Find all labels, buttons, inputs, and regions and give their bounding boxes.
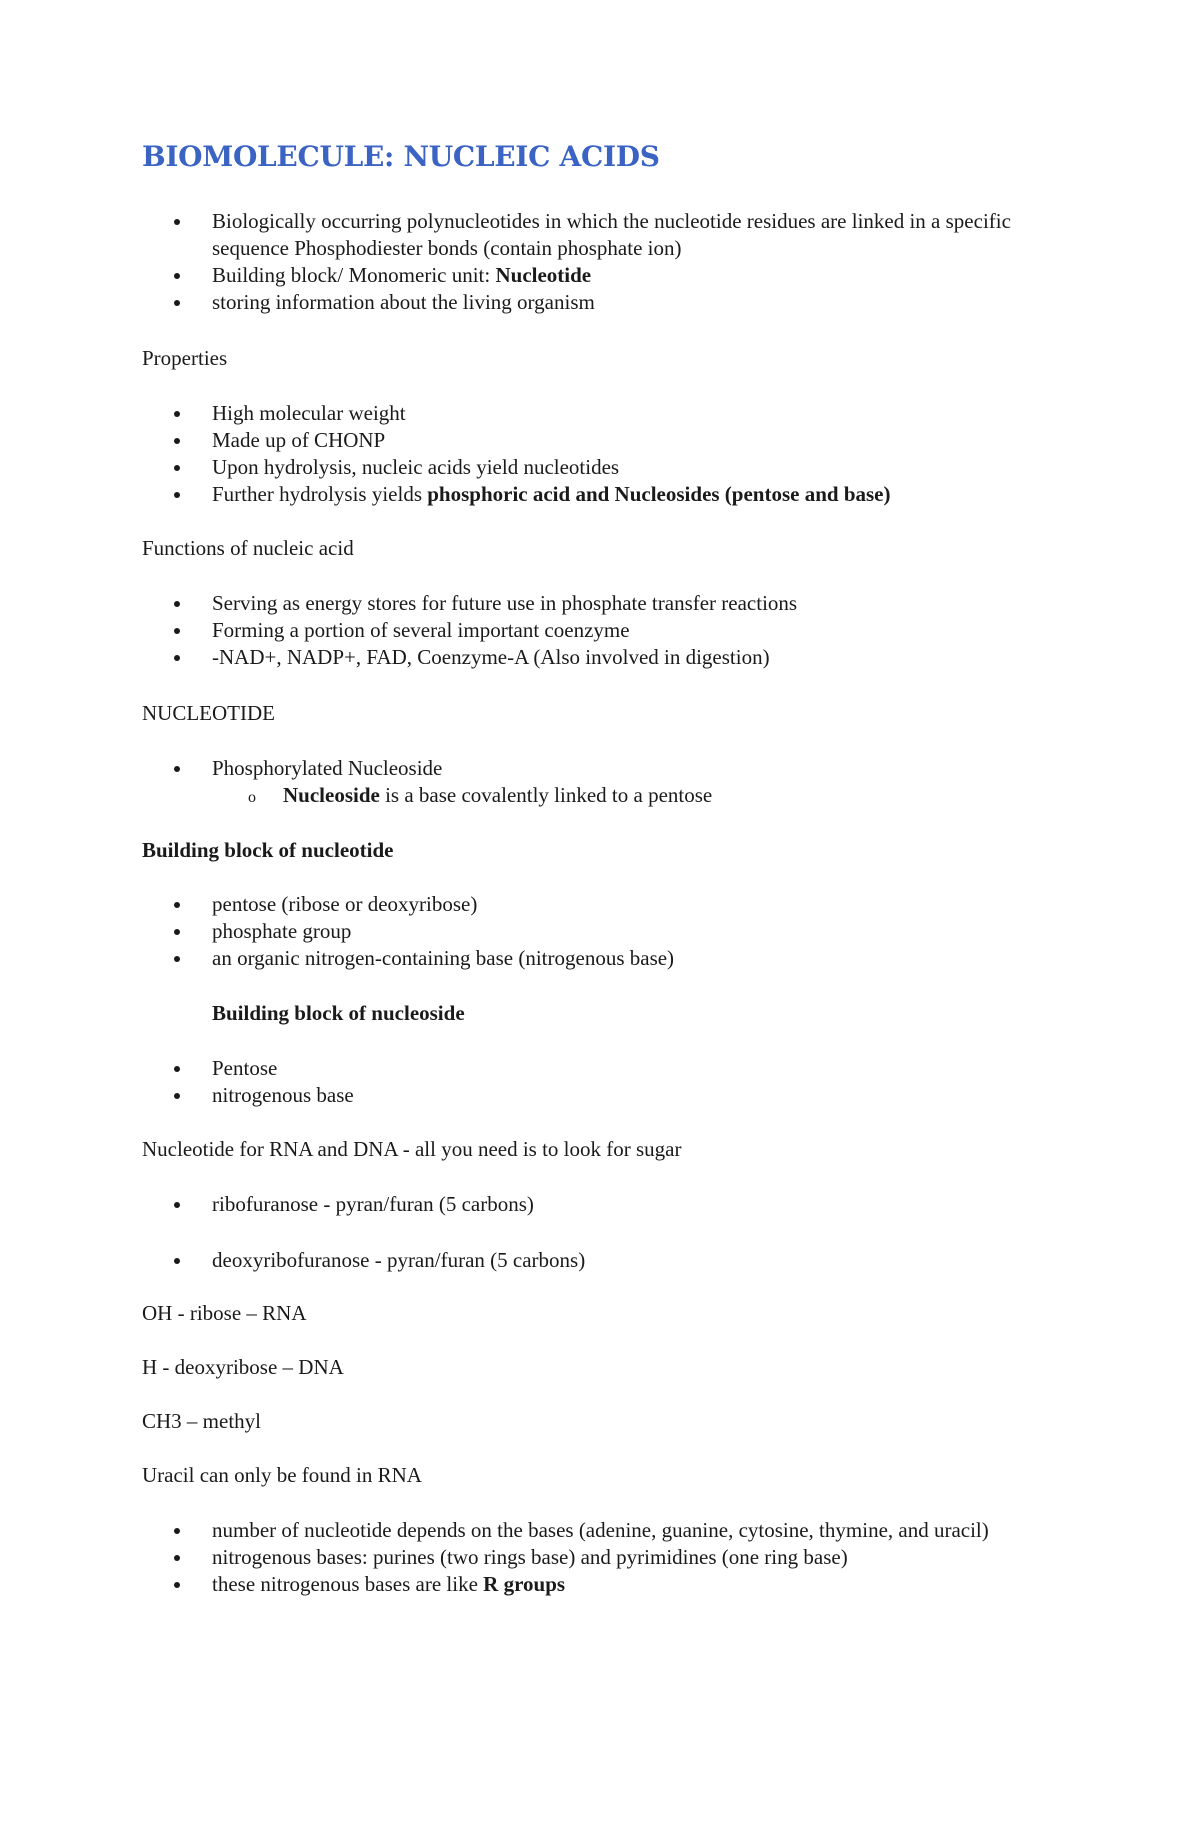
list-item: storing information about the living organism [142, 289, 1062, 316]
sugar-list-2 [142, 1247, 1062, 1274]
rna-dna-paragraph: Nucleotide for RNA and DNA - all you need is to look for sugar [142, 1137, 682, 1161]
bullet-icon [174, 411, 180, 417]
bullet-icon [174, 1202, 180, 1208]
bb-nucleoside-heading: Building block of nucleoside [212, 1001, 465, 1025]
functions-heading: Functions of nucleic acid [142, 536, 354, 560]
list-item: Serving as energy stores for future use in phosphate transfer reactions [142, 590, 1062, 617]
bullet-icon [174, 1555, 180, 1561]
list-item: deoxyribofuranose - pyran/furan (5 carbons) [142, 1247, 1062, 1274]
list-item: Further hydrolysis yields phosphoric acid and Nucleosides (pentose and base) [142, 481, 1062, 508]
list-item: these nitrogenous bases are like R groups [142, 1571, 1062, 1598]
ch3-line: CH3 – methyl [142, 1409, 261, 1433]
list-item: ribofuranose - pyran/furan (5 carbons) [142, 1191, 1062, 1218]
bullet-icon [174, 766, 180, 772]
properties-list [142, 400, 1062, 508]
bullet-icon [174, 219, 180, 225]
bullet-icon [174, 628, 180, 634]
bullet-icon [174, 902, 180, 908]
bb-nucleotide-heading: Building block of nucleotide [142, 838, 394, 862]
nucleotide-heading: NUCLEOTIDE [142, 701, 275, 725]
h-line: H - deoxyribose – DNA [142, 1355, 344, 1379]
oh-line: OH - ribose – RNA [142, 1301, 307, 1325]
bullet-icon [174, 1528, 180, 1534]
functions-list [142, 590, 1062, 671]
list-item: Forming a portion of several important coenzyme [142, 617, 1062, 644]
list-item: Building block/ Monomeric unit: Nucleotide [142, 262, 1062, 289]
page-title: BIOMOLECULE: NUCLEIC ACIDS [142, 140, 660, 173]
list-item: Upon hydrolysis, nucleic acids yield nucleotides [142, 454, 1062, 481]
list-item: phosphate group [142, 918, 1062, 945]
properties-heading: Properties [142, 346, 228, 370]
list-item: High molecular weight [142, 400, 1062, 427]
bullet-icon [174, 601, 180, 607]
list-item: pentose (ribose or deoxyribose) [142, 891, 1062, 918]
list-item: nitrogenous bases: purines (two rings base) and pyrimidines (one ring base) [142, 1544, 1062, 1571]
bullet-icon [174, 438, 180, 444]
bullet-icon [174, 1258, 180, 1264]
bases-list [142, 1517, 1062, 1598]
bullet-icon [174, 465, 180, 471]
bullet-icon [174, 956, 180, 962]
circle-bullet-icon: o [248, 789, 256, 806]
sub-list-item: o Nucleoside is a base covalently linked to a pentose [142, 782, 1062, 809]
bb-nucleotide-list [142, 891, 1062, 972]
list-item: number of nucleotide depends on the bases (adenine, guanine, cytosine, thymine, and uracil) [142, 1517, 1062, 1544]
bullet-icon [174, 929, 180, 935]
list-item: Biologically occurring polynucleotides in which the nucleotide residues are linked in a specific sequence Phosphodiester bonds (contain phosphate ion) [142, 208, 1062, 262]
bullet-icon [174, 492, 180, 498]
nucleotide-list [142, 755, 1062, 809]
bullet-icon [174, 273, 180, 279]
list-item: nitrogenous base [142, 1082, 1062, 1109]
list-item: Made up of CHONP [142, 427, 1062, 454]
bullet-icon [174, 300, 180, 306]
list-item: Pentose [142, 1055, 1062, 1082]
sugar-list-1 [142, 1191, 1062, 1218]
bullet-icon [174, 655, 180, 661]
list-item: an organic nitrogen-containing base (nitrogenous base) [142, 945, 1062, 972]
uracil-line: Uracil can only be found in RNA [142, 1463, 422, 1487]
list-item: -NAD+, NADP+, FAD, Coenzyme-A (Also involved in digestion) [142, 644, 1062, 671]
list-item: Phosphorylated Nucleoside [142, 755, 1062, 782]
bb-nucleoside-list [142, 1055, 1062, 1109]
bullet-icon [174, 1582, 180, 1588]
bullet-icon [174, 1093, 180, 1099]
intro-list [142, 208, 1062, 316]
bullet-icon [174, 1066, 180, 1072]
